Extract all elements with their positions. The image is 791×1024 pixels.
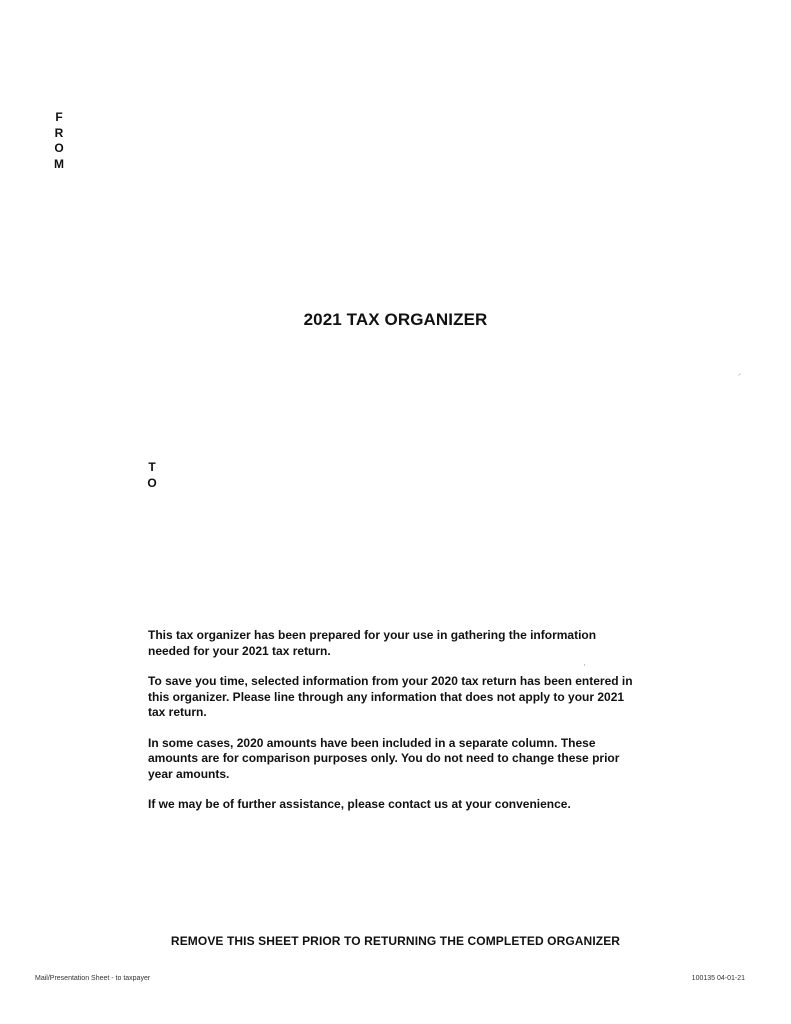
from-letter: R [54, 125, 64, 140]
scan-speck [738, 373, 741, 376]
from-label [52, 110, 66, 172]
instruction-paragraph: To save you time, selected information from your 2020 tax return has been entered in this organizer. Please line through any information that does not apply to your 2021 tax return. [148, 674, 633, 719]
from-letter: F [55, 110, 63, 124]
to-letter: T [148, 460, 156, 474]
instruction-paragraph: In some cases, 2020 amounts have been included in a separate column. These amounts are for comparison purposes only. You do not need to change these prior year amounts. [148, 735, 620, 781]
to-letter: O [147, 475, 157, 490]
form-code: 100135 04-01-21 [691, 975, 745, 982]
to-label [146, 460, 158, 491]
page-title: 2021 TAX ORGANIZER [303, 310, 488, 329]
from-letter: M [54, 156, 64, 171]
scan-speck [584, 664, 585, 666]
instruction-paragraph: If we may be of further assistance, please contact us at your convenience. [148, 797, 571, 811]
instruction-paragraph: This tax organizer has been prepared for your use in gathering the information needed for your 2021 tax return. [148, 628, 597, 658]
from-letter: O [54, 141, 64, 155]
instructions-body [148, 628, 638, 828]
removal-instruction: REMOVE THIS SHEET PRIOR TO RETURNING THE COMPLETED ORGANIZER [170, 934, 621, 948]
form-name: Mail/Presentation Sheet - to taxpayer [35, 975, 151, 982]
